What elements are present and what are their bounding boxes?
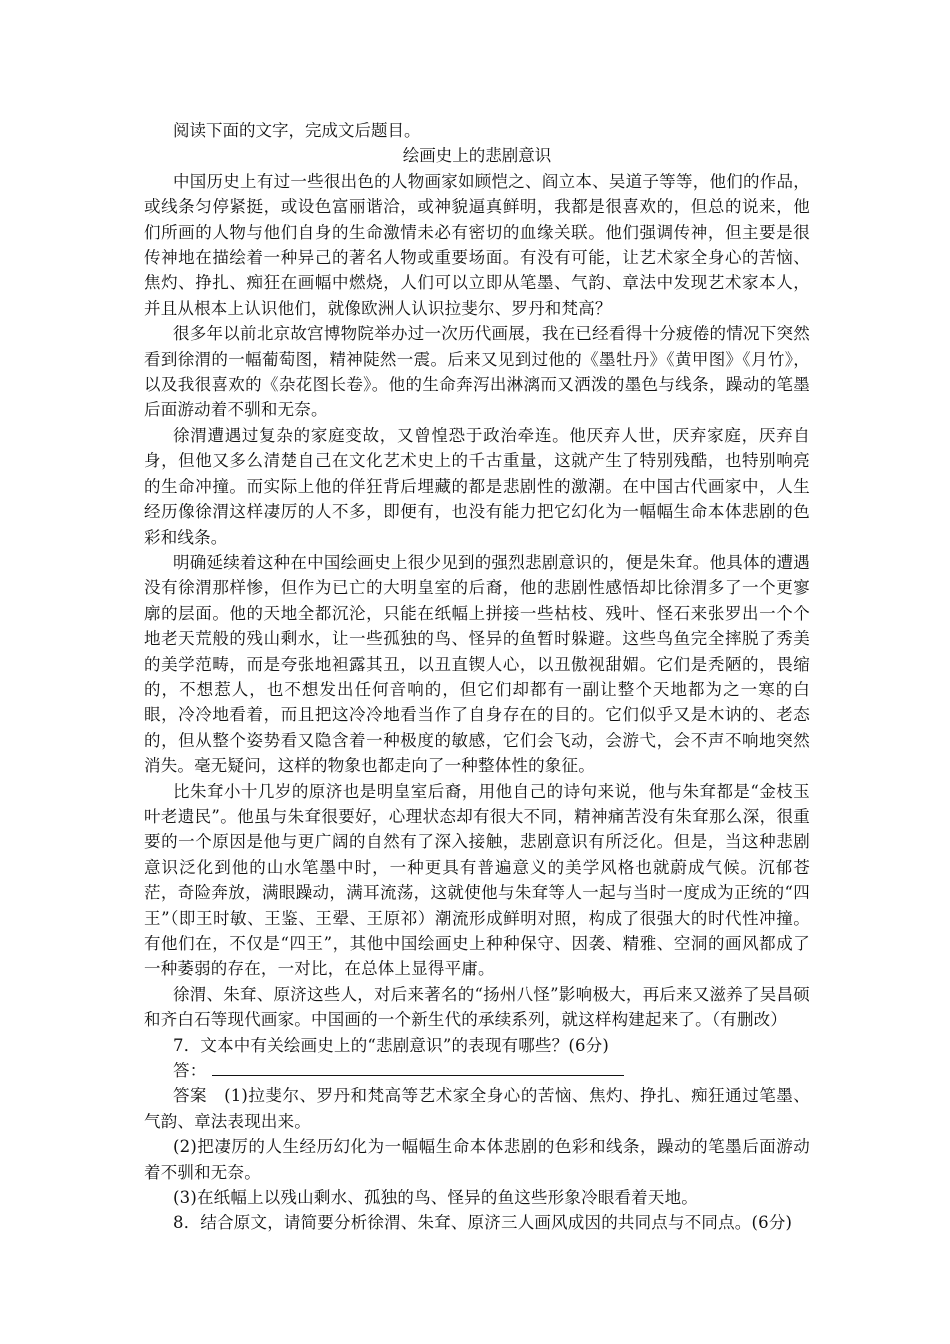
document-page — [144, 118, 810, 1236]
paragraph-4: 明确延续着这种在中国绘画史上很少见到的强烈悲剧意识的，便是朱耷。他具体的遭遇没有徐渭那样惨，但作为已亡的大明皇室的后裔，他的悲剧性感悟却比徐渭多了一个更寥廓的层面。他的天地全都沉沦，只能在纸幅上拼接一些枯枝、残叶、怪石来张罗出一个个地老天荒般的残山剩水，让一些孤独的鸟、怪异的鱼暂时躲避。这些鸟鱼完全摔脱了秀美的美学范畴，而是夸张地袒露其丑，以丑直锲人心，以丑傲视甜媚。它们是秃陋的，畏缩的，不想惹人，也不想发出任何音响的，但它们却都有一副让整个天地都为之一寒的白眼，冷冷地看着，而且把这冷冷地看当作了自身存在的目的。它们似乎又是木讷的、老态的，但从整个姿势看又隐含着一种极度的敏感，它们会飞动，会游弋，会不声不响地突然消失。毫无疑问，这样的物象也都走向了一种整体性的象征。 — [144, 552, 810, 776]
answer-label: 答： — [173, 1061, 207, 1081]
paragraph-5: 比朱耷小十几岁的原济也是明皇室后裔，用他自己的诗句来说，他与朱耷都是“金枝玉叶老遗民”。他虽与朱耷很要好，心理状态却有很大不同，精神痛苦没有朱耷那么深，很重要的一个原因是他与更广阔的自然有了深入接触，悲剧意识有所泛化。但是，当这种悲剧意识泛化到他的山水笔墨中时，一种更具有普遍意义的美学风格也就蔚成气候。沉郁苍茫，奇险奔放，满眼躁动，满耳流荡，这就使他与朱耷等人一起与当时一度成为正统的“四王”（即王时敏、王鉴、王翚、王原祁）潮流形成鲜明对照，构成了很强大的时代性冲撞。有他们在，不仅是“四王”，其他中国绘画史上种种保守、因袭、精雅、空洞的画风都成了一种萎弱的存在，一对比，在总体上显得平庸。 — [144, 781, 810, 979]
answer-key-2: (2)把凄厉的人生经历幻化为一幅幅生命本体悲剧的色彩和线条，躁动的笔墨后面游动着不驯和无奈。 — [144, 1137, 810, 1182]
question-8: 8．结合原文，请简要分析徐渭、朱耷、原济三人画风成因的共同点与不同点。(6分) — [173, 1213, 793, 1233]
question-7: 7．文本中有关绘画史上的“悲剧意识”的表现有哪些？(6分) — [173, 1035, 610, 1055]
article-title: 绘画史上的悲剧意识 — [402, 146, 552, 166]
answer-blank-row — [144, 1058, 810, 1083]
paragraph-6: 徐渭、朱耷、原济这些人，对后来著名的“扬州八怪”影响极大，再后来又滋养了吴昌硕和齐白石等现代画家。中国画的一个新生代的承续系列，就这样构建起来了。（有删改） — [144, 984, 810, 1030]
reading-instruction: 阅读下面的文字，完成文后题目。 — [173, 121, 421, 140]
answer-key-1: 答案 (1)拉斐尔、罗丹和梵高等艺术家全身心的苦恼、焦灼、挣扎、痴狂通过笔墨、气韵、章法表现出来。 — [144, 1086, 810, 1131]
answer-key-3: (3)在纸幅上以残山剩水、孤独的鸟、怪异的鱼这些形象冷眼看着天地。 — [173, 1188, 698, 1208]
paragraph-2: 很多年以前北京故宫博物院举办过一次历代画展，我在已经看得十分疲倦的情况下突然看到徐渭的一幅葡萄图，精神陡然一震。后来又见到过他的《墨牡丹》《黄甲图》《月竹》，以及我很喜欢的《杂花图长卷》。他的生命奔泻出淋漓而又洒泼的墨色与线条，躁动的笔墨后面游动着不驯和无奈。 — [144, 324, 810, 420]
answer-line[interactable] — [212, 1059, 624, 1076]
paragraph-1: 中国历史上有过一些很出色的人物画家如顾恺之、阎立本、吴道子等等，他们的作品，或线条匀停紧挺，或设色富丽谐洽，或神貌逼真鲜明，我都是很喜欢的，但总的说来，他们所画的人物与他们自身的生命激情未必有密切的血缘关联。他们强调传神，但主要是很传神地在描绘着一种异己的著名人物或重要场面。有没有可能，让艺术家全身心的苦恼、焦灼、挣扎、痴狂在画幅中燃烧，人们可以立即从笔墨、气韵、章法中发现艺术家本人，并且从根本上认识他们，就像欧洲人认识拉斐尔、罗丹和梵高？ — [144, 171, 810, 318]
paragraph-3: 徐渭遭遇过复杂的家庭变故，又曾惶恐于政治牵连。他厌弃人世，厌弃家庭，厌弃自身，但他又多么清楚自己在文化艺术史上的千古重量，这就产生了特别残酷，也特别响亮的生命冲撞。而实际上他的佯狂背后埋藏的都是悲剧性的激潮。在中国古代画家中，人生经历像徐渭这样凄厉的人不多，即便有，也没有能力把它幻化为一幅幅生命本体悲剧的色彩和线条。 — [144, 425, 810, 547]
